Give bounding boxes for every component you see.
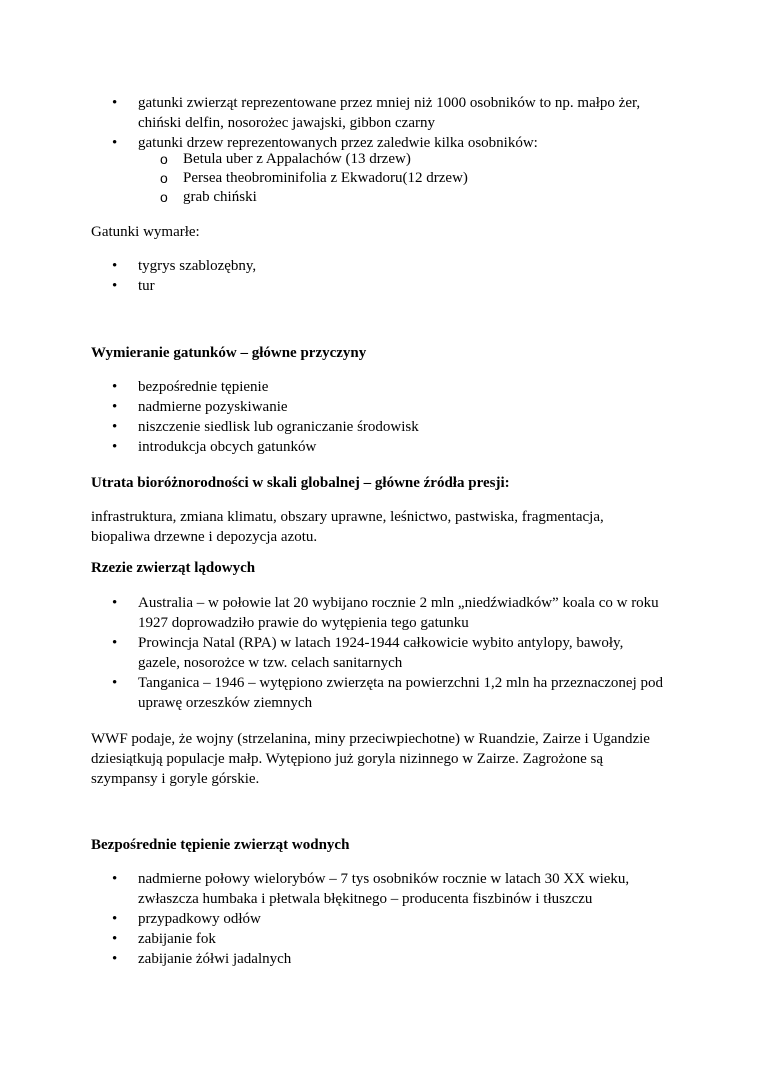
bullet-icon: • bbox=[112, 911, 118, 927]
list-item-text: przypadkowy odłów bbox=[138, 911, 261, 927]
bullet-icon: • bbox=[112, 635, 118, 651]
wwf-paragraph: WWF podaje, że wojny (strzelanina, miny przeciwpiechotne) w Ruandzie, Zairze i Ugandzie dziesiątkują populacje małp. Wytępiono już goryla nizinnego w Zairze. Zagrożone są szympansy i goryle górskie. bbox=[91, 731, 650, 787]
bullet-icon: • bbox=[112, 379, 118, 395]
bullet-icon: • bbox=[112, 399, 118, 415]
bullet-icon: • bbox=[112, 675, 118, 691]
list-item bbox=[0, 633, 700, 673]
list-item-text: zabijanie żółwi jadalnych bbox=[138, 951, 292, 967]
bullet-icon: • bbox=[112, 135, 118, 151]
bullet-list-causes bbox=[0, 377, 700, 457]
extinct-label: Gatunki wymarłe: bbox=[91, 224, 200, 240]
global-loss-heading: Utrata bioróżnorodności w skali globalnej – główne źródła presji: bbox=[91, 475, 510, 491]
list-item bbox=[0, 397, 700, 417]
list-item-text: Tanganica – 1946 – wytępiono zwierzęta na powierzchni 1,2 mln ha przeznaczonej pod uprawę orzeszków ziemnych bbox=[138, 675, 663, 711]
bullet-icon: • bbox=[112, 258, 118, 274]
bullet-icon: • bbox=[112, 951, 118, 967]
sub-list-item-text: Betula uber z Appalachów (13 drzew) bbox=[183, 151, 411, 167]
list-item-text: Prowincja Natal (RPA) w latach 1924-1944 całkowicie wybito antylopy, bawoły, gazele, nosorożce w tzw. celach sanitarnych bbox=[138, 635, 624, 671]
bullet-icon: • bbox=[112, 595, 118, 611]
bullet-list-extinct bbox=[0, 256, 700, 296]
bullet-icon: • bbox=[112, 439, 118, 455]
sub-list-item bbox=[0, 169, 700, 188]
list-item-text: gatunki drzew reprezentowanych przez zaledwie kilka osobników: bbox=[138, 135, 538, 151]
sub-list-item bbox=[0, 188, 700, 207]
list-item bbox=[0, 929, 700, 949]
list-item-text: tur bbox=[138, 278, 155, 294]
list-item-text: tygrys szablozębny, bbox=[138, 258, 257, 274]
land-heading: Rzezie zwierząt lądowych bbox=[91, 560, 256, 576]
bullet-list-water bbox=[0, 869, 700, 969]
sub-list-item bbox=[0, 150, 700, 169]
global-loss-text: infrastruktura, zmiana klimatu, obszary uprawne, leśnictwo, pastwiska, fragmentacja, biopaliwa drzewne i depozycja azotu. bbox=[91, 509, 604, 545]
list-item-text: niszczenie siedlisk lub ograniczanie środowisk bbox=[138, 419, 419, 435]
list-item-text: nadmierne połowy wielorybów – 7 tys osobników rocznie w latach 30 XX wieku, zwłaszcza humbaka i płetwala błękitnego – producenta fiszbinów i tłuszczu bbox=[138, 871, 630, 907]
circle-bullet-icon: o bbox=[160, 189, 168, 205]
water-heading: Bezpośrednie tępienie zwierząt wodnych bbox=[91, 837, 350, 853]
sub-list-item-text: Persea theobrominifolia z Ekwadoru(12 drzew) bbox=[183, 170, 468, 186]
list-item bbox=[0, 256, 700, 276]
list-item bbox=[0, 417, 700, 437]
list-item-text: introdukcja obcych gatunków bbox=[138, 439, 317, 455]
circle-bullet-icon: o bbox=[160, 170, 168, 186]
list-item bbox=[0, 93, 700, 133]
list-item bbox=[0, 949, 700, 969]
list-item bbox=[0, 377, 700, 397]
bullet-icon: • bbox=[112, 931, 118, 947]
list-item-text: bezpośrednie tępienie bbox=[138, 379, 269, 395]
circle-bullet-icon: o bbox=[160, 151, 168, 167]
causes-heading: Wymieranie gatunków – główne przyczyny bbox=[91, 345, 367, 361]
bullet-list-species bbox=[0, 93, 700, 153]
bullet-icon: • bbox=[112, 419, 118, 435]
list-item bbox=[0, 593, 700, 633]
sub-list-item-text: grab chiński bbox=[183, 189, 257, 205]
list-item bbox=[0, 437, 700, 457]
list-item-text: gatunki zwierząt reprezentowane przez mniej niż 1000 osobników to np. małpo żer, chiński delfin, nosorożec jawajski, gibbon czarny bbox=[138, 95, 641, 131]
bullet-icon: • bbox=[112, 871, 118, 887]
list-item-text: zabijanie fok bbox=[138, 931, 216, 947]
list-item bbox=[0, 673, 700, 713]
list-item bbox=[0, 276, 700, 296]
bullet-icon: • bbox=[112, 95, 118, 111]
list-item bbox=[0, 909, 700, 929]
list-item-text: Australia – w połowie lat 20 wybijano rocznie 2 mln „niedźwiadków” koala co w roku 1927 doprowadziło prawie do wytępienia tego gatunku bbox=[138, 595, 659, 631]
bullet-list-land bbox=[0, 593, 700, 713]
bullet-icon: • bbox=[112, 278, 118, 294]
list-item-text: nadmierne pozyskiwanie bbox=[138, 399, 288, 415]
sub-list-trees bbox=[0, 150, 700, 207]
list-item bbox=[0, 869, 700, 909]
